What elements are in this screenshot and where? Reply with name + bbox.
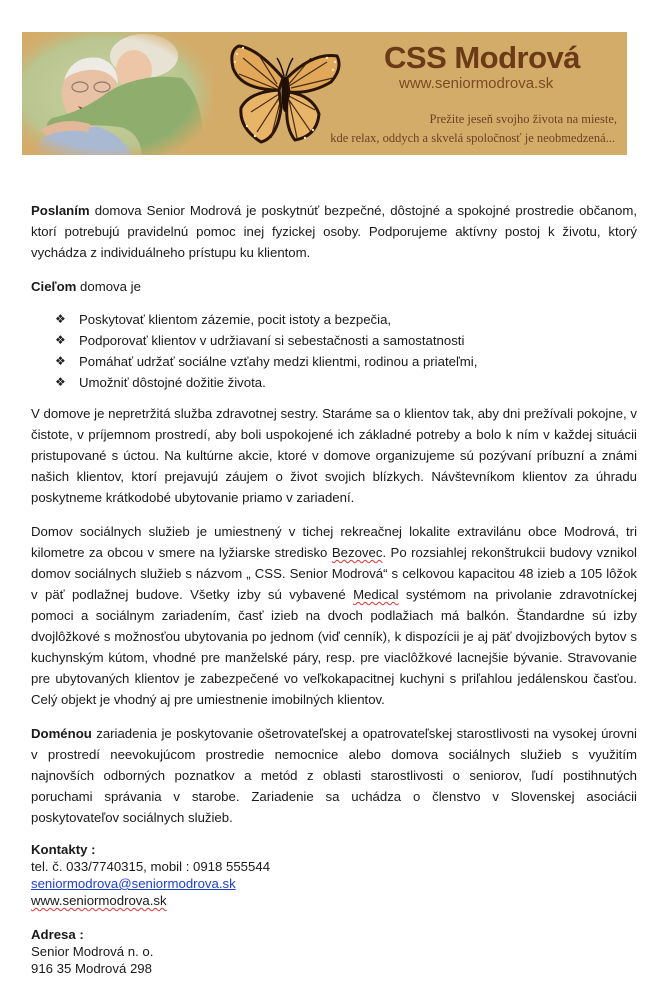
address-line-2: 916 35 Modrová 298 bbox=[31, 961, 152, 976]
diamond-bullet-icon: ❖ bbox=[55, 333, 66, 347]
banner-url: www.seniormodrova.sk bbox=[399, 75, 554, 92]
address-heading: Adresa : bbox=[31, 927, 84, 942]
domain-text: zariadenia je poskytovanie ošetrovateľskej a opatrovateľskej starostlivosti na vysokej úrovni v prostredí neevokujúcom prostredie nemocnice alebo domova sociálnych služieb s využitím najnovších odborných poznatkov a metód z oblasti starostlivosti o seniorov, ľudí postihnutých poruchami správania v starobe. Zariadenie sa uchádza o členstvo v Slovenskej asociácii poskytovateľov sociálnych služieb. bbox=[31, 726, 637, 825]
list-item bbox=[31, 330, 637, 351]
spellcheck-word: Bezovec bbox=[331, 545, 383, 560]
location-text-2: . Po rozsiahlej rekonštrukcii budovy vznikol domov sociálnych služieb s názvom „ CSS. Senior Modrová“ s celkovou kapacitou 48 izieb a 105 lôžok v päť podlažnej budove. Všetky izby sú vybavené bbox=[31, 545, 637, 602]
address-line-1: Senior Modrová n. o. bbox=[31, 944, 154, 959]
banner-tagline-line-1: Prežite jeseň svojho života na mieste, bbox=[429, 112, 617, 126]
goals-list bbox=[31, 309, 637, 393]
goals-lead: Cieľom bbox=[31, 279, 77, 294]
diamond-bullet-icon: ❖ bbox=[55, 354, 66, 368]
mission-text: domova Senior Modrová je poskytnúť bezpečné, dôstojné a spokojné prostredie občanom, ktorí potrebujú pravidelnú pomoc inej fyzickej osoby. Podporujeme aktívny postoj k životu, ktorý vychádza z individuálneho prístupu ku klientom. bbox=[31, 203, 637, 260]
goals-intro-text: domova je bbox=[76, 279, 141, 294]
diamond-bullet-icon: ❖ bbox=[55, 312, 66, 326]
care-paragraph: V domove je nepretržitá služba zdravotnej sestry. Staráme sa o klientov tak, aby dni prežívali pokojne, v čistote, v príjemnom prostredí, aby boli uspokojené ich základné potreby a bolo k ním v každej situácii pristupované s úctou. Na kultúrne akcie, ktoré v domove organizujeme sú pozývaní príbuzní a známi našich klientov, ktorí prejavujú záujem o život svojich blízkych. Návštevníkom klientov za úhradu poskytneme krátkodobé ubytovanie priamo v zariadení. bbox=[31, 406, 637, 505]
list-item bbox=[31, 372, 637, 393]
domain-paragraph bbox=[31, 723, 637, 828]
document-body bbox=[31, 200, 637, 977]
mission-paragraph bbox=[31, 200, 637, 263]
list-item-text: Umožniť dôstojné dožitie života. bbox=[79, 375, 266, 390]
phone-numbers: tel. č. 033/7740315, mobil : 0918 555544 bbox=[31, 859, 271, 874]
mission-lead: Poslaním bbox=[31, 203, 90, 218]
location-text-1: Domov sociálnych služieb je umiestnený v tichej rekreačnej lokalite extravilánu obce Modrová, tri kilometre za obcou v smere na lyžiarske stredisko bbox=[31, 524, 637, 560]
banner-title: CSS Modrová bbox=[384, 40, 581, 75]
list-item bbox=[31, 309, 637, 330]
location-text-3: systémom na privolanie zdravotníckej pomoci a sociálnym zariadením, časť izieb na dvoch podlažiach má balkón. Štandardne sú izby dvojlôžkové s možnosťou ubytovania po jednom (viď cenník), k dispozícii je aj päť dvojizbových bytov s kuchynským kútom, vhodné pre manželské páry, resp. pre viaclôžkové lacnejšie bývanie. Stravovanie pre ubytovaných klientov je zabezpečené vo veľkokapacitnej kuchyni s priľahlou jedálenskou časťou. Celý objekt je vhodný aj pre umiestnenie imobilných klientov. bbox=[31, 587, 637, 707]
domain-lead: Doménou bbox=[31, 726, 92, 741]
butterfly-icon bbox=[227, 38, 342, 148]
list-item-text: Pomáhať udržať sociálne vzťahy medzi klientmi, rodinou a priateľmi, bbox=[79, 354, 478, 369]
contacts-heading: Kontakty : bbox=[31, 842, 96, 857]
list-item bbox=[31, 351, 637, 372]
diamond-bullet-icon: ❖ bbox=[55, 375, 66, 389]
contacts-block bbox=[31, 841, 637, 977]
location-paragraph bbox=[31, 521, 637, 710]
header-banner bbox=[22, 32, 627, 155]
list-item-text: Poskytovať klientom zázemie, pocit istoty a bezpečia, bbox=[79, 312, 392, 327]
elderly-couple-photo bbox=[22, 32, 212, 155]
website-link[interactable]: www.seniormodrova.sk bbox=[31, 893, 167, 908]
email-link[interactable]: seniormodrova@seniormodrova.sk bbox=[31, 876, 236, 891]
spellcheck-word: Medical bbox=[353, 587, 399, 602]
goals-intro bbox=[31, 276, 637, 297]
banner-tagline-line-2: kde relax, oddych a skvelá spoločnosť je neobmedzená... bbox=[330, 131, 615, 145]
list-item-text: Podporovať klientov v udržiavaní si sebestačnosti a samostatnosti bbox=[79, 333, 465, 348]
